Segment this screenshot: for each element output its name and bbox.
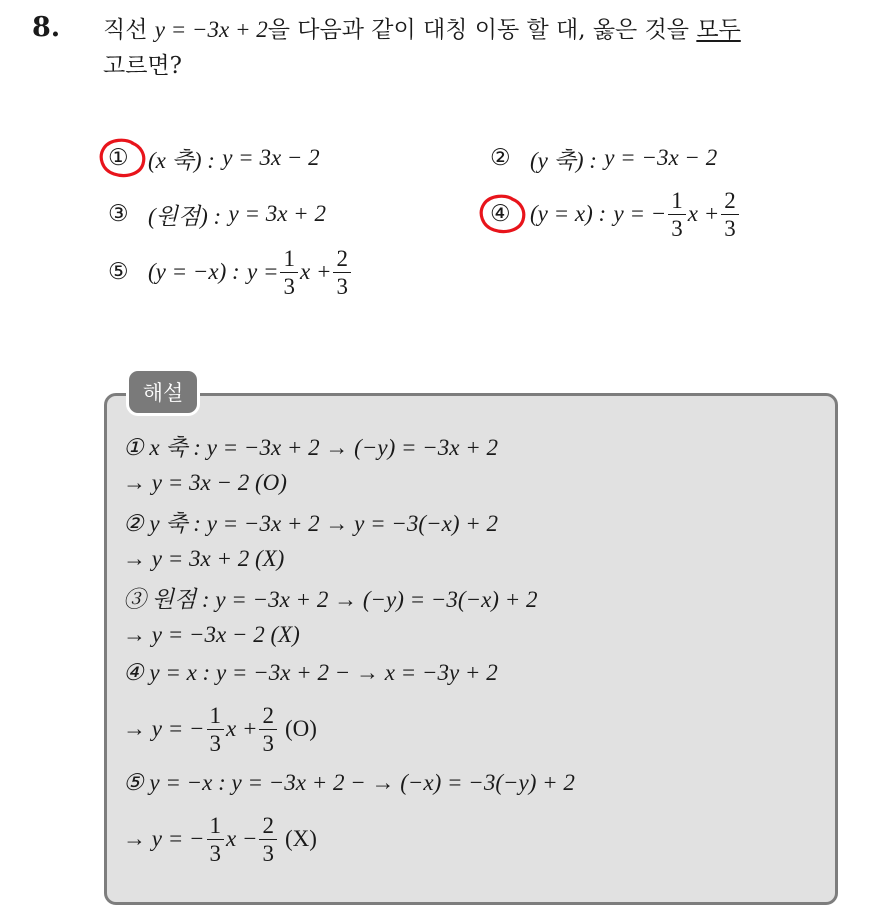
option-4-equation-lhs: y = − xyxy=(613,201,667,226)
option-1-equation: y = 3x − 2 xyxy=(222,145,320,170)
option-2-marker: ② xyxy=(490,145,511,170)
question-text xyxy=(103,12,863,84)
question-number: 8. xyxy=(32,12,61,43)
solution-line-10-fraction-1: $\frac{1}{3}$ xyxy=(207,814,225,865)
option-3[interactable] xyxy=(108,184,326,244)
option-5-equation-lhs: y = xyxy=(247,259,279,284)
option-4-fraction-1: $\frac{1}{3}$ xyxy=(668,189,686,240)
solution-line-10-fraction-2: $\frac{2}{3}$ xyxy=(259,814,277,865)
solution-line-2: → y = 3x − 2 (O) xyxy=(123,470,287,495)
option-3-marker: ③ xyxy=(108,201,129,226)
question-emphasis: 모두 xyxy=(696,17,741,43)
option-2[interactable] xyxy=(490,128,717,188)
solution-line-7: ④ y = x : y = −3x + 2 − → x = −3y + 2 xyxy=(123,660,498,685)
solution-line-4: → y = 3x + 2 (X) xyxy=(123,546,285,571)
option-2-condition: (y 축) : xyxy=(530,147,597,173)
option-3-equation: y = 3x + 2 xyxy=(228,201,326,226)
solution-line-9: ⑤ y = −x : y = −3x + 2 − → (−x) = −3(−y) + 2 xyxy=(123,770,575,795)
solution-line-8-fraction-2: $\frac{2}{3}$ xyxy=(259,704,277,755)
option-4[interactable] xyxy=(490,184,741,244)
solution-line-8-fraction-1: $\frac{1}{3}$ xyxy=(207,704,225,755)
option-4-marker: ④ xyxy=(490,201,511,226)
option-1[interactable] xyxy=(108,128,320,188)
option-1-marker: ① xyxy=(108,145,129,170)
option-4-fraction-2: $\frac{2}{3}$ xyxy=(721,189,739,240)
solution-line-6: → y = −3x − 2 (X) xyxy=(123,622,300,647)
solution-line-10 xyxy=(123,810,317,868)
option-5[interactable] xyxy=(108,242,353,302)
solution-line-10-verdict: (X) xyxy=(284,826,317,851)
solution-line-5: ③ 원점 : y = −3x + 2 → (−y) = −3(−x) + 2 xyxy=(123,586,538,612)
solution-tag: 해설 xyxy=(129,371,197,413)
question-middle: 을 다음과 같이 대칭 이동 할 대, 옳은 것을 xyxy=(267,17,697,43)
option-4-condition: (y = x) : xyxy=(530,201,607,226)
option-4-equation-mid: x + xyxy=(687,201,720,226)
option-5-equation-mid: x + xyxy=(299,259,332,284)
option-5-fraction-1: $\frac{1}{3}$ xyxy=(280,247,298,298)
solution-line-8-verdict: (O) xyxy=(284,716,317,741)
solution-line-1: ① x 축 : y = −3x + 2 → (−y) = −3x + 2 xyxy=(123,434,499,460)
option-5-condition: (y = −x) : xyxy=(148,259,240,284)
option-5-marker: ⑤ xyxy=(108,259,129,284)
option-1-condition: (x 축) : xyxy=(148,147,215,173)
option-5-fraction-2: $\frac{2}{3}$ xyxy=(333,247,351,298)
question-line2: 고르면? xyxy=(103,53,182,79)
option-3-condition: (원점) : xyxy=(148,203,222,229)
solution-line-3: ② y 축 : y = −3x + 2 → y = −3(−x) + 2 xyxy=(123,510,499,536)
question-intro: 직선 xyxy=(103,17,155,43)
option-2-equation: y = −3x − 2 xyxy=(604,145,718,170)
solution-line-8-mid: x + xyxy=(226,716,258,741)
solution-line-10-pre: → y = − xyxy=(123,826,205,851)
solution-line-10-mid: x − xyxy=(226,826,258,851)
solution-line-8-pre: → y = − xyxy=(123,716,205,741)
solution-line-8 xyxy=(123,700,317,758)
question-equation: y = −3x + 2 xyxy=(154,17,268,42)
